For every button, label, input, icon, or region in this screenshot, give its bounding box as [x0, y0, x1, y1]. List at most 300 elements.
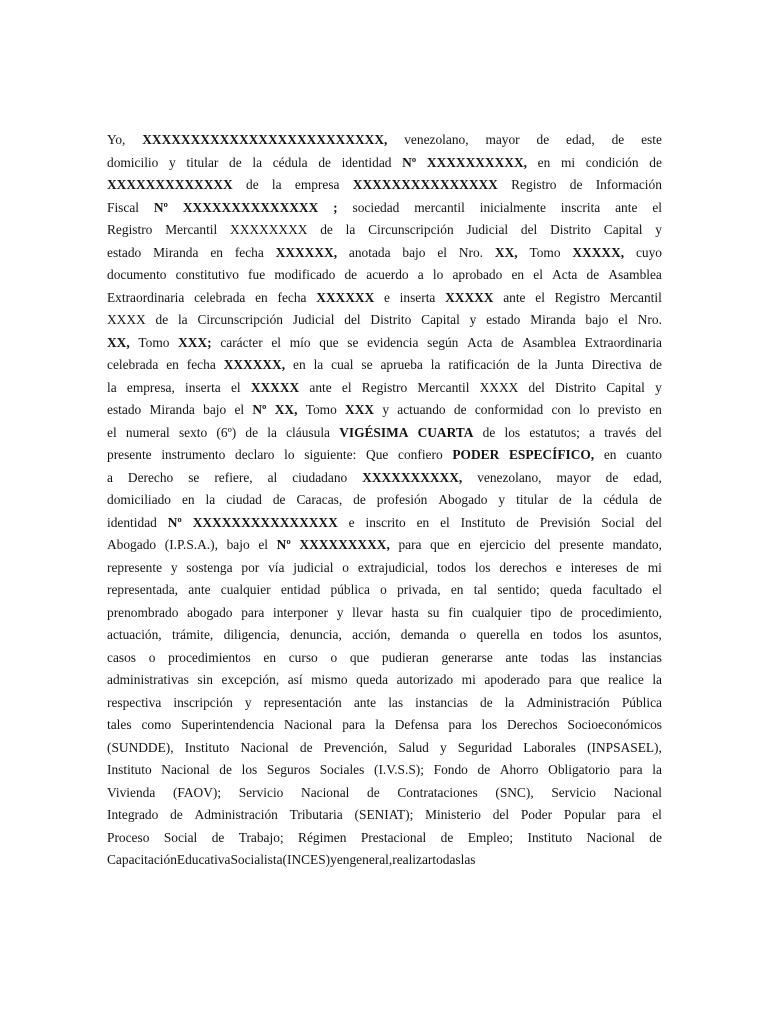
- word: declaro: [235, 447, 275, 462]
- word: de: [211, 829, 225, 845]
- word: XX,: [107, 334, 130, 350]
- word: con: [551, 402, 571, 417]
- word: extrajudicial,: [357, 559, 429, 575]
- word: Instituto: [527, 829, 573, 845]
- word: apoderado: [484, 672, 541, 687]
- word: XXXXXXXXX,: [299, 537, 390, 552]
- word: la: [652, 762, 662, 777]
- word: Prestacional: [360, 829, 427, 845]
- word: ;: [333, 199, 338, 215]
- word: ante: [503, 289, 526, 305]
- word: celebrada: [107, 357, 159, 372]
- word: de: [353, 492, 366, 507]
- word: XXXXX: [250, 379, 300, 395]
- word: domicilio: [107, 154, 159, 170]
- word: de: [344, 267, 358, 282]
- word: represente: [107, 559, 163, 575]
- word: la: [177, 312, 188, 327]
- text-line: [107, 467, 662, 490]
- word: de: [559, 492, 572, 507]
- word: empresa,: [126, 379, 175, 395]
- word: XXXXXX: [316, 289, 375, 305]
- word: Administración: [194, 807, 278, 822]
- word: llevar: [352, 604, 383, 620]
- word: previsto: [597, 402, 641, 417]
- word: y: [169, 154, 176, 170]
- word: vía: [268, 559, 285, 575]
- word: la: [504, 694, 515, 710]
- word: de: [517, 357, 530, 372]
- word: los: [481, 717, 498, 732]
- word: fecha: [234, 244, 264, 260]
- text-line: [107, 197, 662, 220]
- word: del: [645, 514, 662, 530]
- word: querella: [476, 627, 520, 642]
- word: de: [477, 762, 491, 777]
- word: Popular: [563, 807, 606, 822]
- word: Junta: [555, 357, 584, 372]
- word: diligencia,: [223, 627, 280, 642]
- word: lo: [579, 402, 590, 417]
- word: en: [649, 402, 662, 417]
- word: Tomo: [138, 334, 170, 350]
- word: aprobado: [452, 267, 503, 282]
- word: XXXX: [479, 379, 519, 395]
- word: Nacional: [301, 784, 350, 800]
- word: Abogado: [438, 492, 488, 507]
- word: respectiva: [107, 694, 162, 710]
- word: su: [427, 604, 440, 620]
- word: trámite,: [172, 627, 214, 642]
- word: o: [148, 649, 156, 665]
- word: Capital: [603, 222, 643, 237]
- word: través: [604, 424, 637, 440]
- word: de: [229, 154, 242, 170]
- word: aprueba: [380, 357, 423, 372]
- text-line: [107, 827, 662, 850]
- word: bajo: [226, 537, 250, 552]
- word: así: [287, 672, 303, 687]
- text-line: [107, 782, 662, 805]
- word: de: [611, 132, 625, 147]
- word: Nº: [276, 537, 291, 552]
- word: siguiente:: [304, 447, 357, 462]
- word: la: [652, 672, 662, 687]
- word: del: [534, 537, 551, 552]
- word: Fondo: [433, 762, 468, 777]
- word: estado: [107, 402, 142, 417]
- word: Nacional: [283, 717, 333, 732]
- word: el: [341, 379, 352, 395]
- word: Capacitación: [107, 852, 177, 867]
- text-line: [107, 264, 662, 287]
- word: del: [492, 807, 510, 822]
- word: el: [107, 424, 117, 440]
- word: Caracas,: [296, 492, 343, 507]
- word: en: [336, 852, 350, 867]
- word: el: [618, 312, 628, 327]
- text-line: [107, 399, 662, 422]
- word: cédula: [603, 492, 639, 507]
- word: Socioeconómicos: [567, 717, 662, 732]
- word: sostenga: [186, 559, 233, 575]
- text-line: [107, 849, 662, 872]
- word: generarse: [441, 649, 493, 665]
- text-line: [107, 557, 662, 580]
- word: para: [342, 717, 366, 732]
- text-line: [107, 804, 662, 827]
- word: edad,: [633, 469, 662, 485]
- word: prenombrado: [107, 604, 179, 620]
- word: domiciliado: [107, 492, 171, 507]
- word: o: [342, 559, 349, 575]
- text-line: [107, 422, 662, 445]
- word: actuación,: [107, 627, 162, 642]
- word: a: [107, 469, 113, 485]
- word: ante: [615, 199, 638, 215]
- word: los: [241, 762, 258, 777]
- word: XXXXX: [445, 289, 494, 305]
- text-line: [107, 354, 662, 377]
- word: Nº: [402, 154, 417, 170]
- word: (SUNDDE),: [107, 739, 174, 755]
- word: del: [645, 424, 662, 440]
- word: representación: [263, 694, 342, 710]
- word: fue: [248, 267, 266, 282]
- word: inserta: [399, 289, 436, 305]
- text-line: [107, 174, 662, 197]
- word: Servicio: [238, 784, 284, 800]
- word: Acta: [552, 267, 578, 282]
- word: ante: [353, 694, 377, 710]
- word: para: [617, 807, 641, 822]
- word: la: [537, 357, 548, 372]
- word: instrumento: [161, 447, 226, 462]
- text-line: [107, 242, 662, 265]
- word: en: [293, 357, 306, 372]
- word: y: [655, 222, 662, 237]
- word: mayor: [556, 469, 591, 485]
- word: y: [498, 492, 506, 507]
- word: procedimientos: [168, 649, 251, 665]
- word: de: [245, 424, 259, 440]
- text-line: [107, 512, 662, 535]
- word: XXXXXXXX: [230, 222, 308, 237]
- word: XXXXXXXXXXXXXX: [182, 199, 319, 215]
- word: de: [453, 402, 467, 417]
- word: todas: [432, 852, 461, 867]
- word: evidencia: [367, 334, 419, 350]
- word: se: [361, 357, 373, 372]
- word: Superintendencia: [181, 717, 275, 732]
- word: Distrito: [370, 312, 412, 327]
- word: la: [267, 424, 277, 440]
- word: estado: [107, 244, 142, 260]
- word: la: [252, 154, 263, 170]
- word: edad,: [566, 132, 595, 147]
- word: Nº: [153, 199, 168, 215]
- word: Derechos: [507, 717, 558, 732]
- word: en: [450, 582, 464, 597]
- word: por: [241, 559, 260, 575]
- word: Social: [163, 829, 198, 845]
- word: Salud: [398, 739, 429, 755]
- word: Poder: [520, 807, 553, 822]
- word: sin: [197, 672, 213, 687]
- word: de: [246, 177, 259, 192]
- word: y: [330, 852, 337, 867]
- word: Yo,: [107, 132, 126, 147]
- word: que: [430, 537, 450, 552]
- word: hasta: [391, 604, 419, 620]
- word: ante: [505, 649, 528, 665]
- text-line: [107, 287, 662, 310]
- text-line: [107, 219, 662, 242]
- word: Mercantil: [417, 379, 470, 395]
- word: la: [582, 492, 593, 507]
- word: de: [649, 492, 662, 507]
- text-line: [107, 624, 662, 647]
- word: carácter: [220, 334, 263, 350]
- word: Mercantil: [609, 289, 662, 305]
- word: del: [344, 312, 361, 327]
- word: para: [241, 604, 265, 620]
- word: confiero: [398, 447, 443, 462]
- word: Seguridad: [457, 739, 513, 755]
- word: acción,: [352, 627, 391, 642]
- word: Nacional: [161, 762, 210, 777]
- word: Educativa: [176, 852, 231, 867]
- word: Distrito: [550, 222, 591, 237]
- word: Nacional: [586, 829, 635, 845]
- word: de: [299, 739, 313, 755]
- word: en: [537, 154, 551, 170]
- word: identidad: [107, 514, 157, 530]
- word: abogado: [187, 604, 233, 620]
- text-line: [107, 377, 662, 400]
- word: e: [383, 289, 390, 305]
- word: para: [548, 672, 572, 687]
- word: la: [271, 177, 282, 192]
- word: CUARTA: [417, 424, 474, 440]
- word: en: [263, 649, 277, 665]
- word: modificado: [274, 267, 336, 282]
- word: sociedad: [352, 199, 400, 215]
- word: Defensa: [394, 717, 439, 732]
- word: que: [349, 649, 370, 665]
- word: de: [318, 154, 331, 170]
- word: tipo: [530, 604, 552, 620]
- word: mayor: [485, 132, 520, 147]
- word: condición: [585, 154, 639, 170]
- word: de: [559, 604, 573, 620]
- word: y: [439, 739, 447, 755]
- word: Contrataciones: [397, 784, 478, 800]
- word: de: [320, 222, 333, 237]
- word: bajo: [585, 312, 609, 327]
- word: administrativas: [107, 672, 189, 687]
- word: XXXX: [107, 312, 146, 327]
- word: Derecho: [127, 469, 174, 485]
- word: según: [427, 334, 459, 350]
- word: la: [313, 357, 324, 372]
- word: cláusula: [286, 424, 330, 440]
- word: denuncia,: [290, 627, 342, 642]
- word: los: [474, 559, 491, 575]
- word: XX,: [494, 244, 518, 260]
- word: en: [181, 492, 195, 507]
- word: procedimiento,: [581, 604, 662, 620]
- word: para: [398, 537, 422, 552]
- word: en: [416, 514, 430, 530]
- word: titular: [186, 154, 219, 170]
- text-line: [107, 579, 662, 602]
- word: de: [626, 559, 639, 575]
- word: Acta: [467, 334, 493, 350]
- word: Integrado: [107, 807, 159, 822]
- word: de: [155, 312, 169, 327]
- word: Tomo: [305, 402, 337, 417]
- word: o: [330, 649, 338, 665]
- word: PODER: [452, 447, 500, 462]
- word: Información: [595, 177, 662, 192]
- word: Ministerio: [425, 807, 481, 822]
- word: constitutivo: [175, 267, 239, 282]
- word: VIGÉSIMA: [339, 424, 409, 440]
- word: identidad: [341, 154, 392, 170]
- word: sexto: [178, 424, 208, 440]
- word: cual: [331, 357, 354, 372]
- word: la: [345, 222, 356, 237]
- word: de: [649, 829, 662, 845]
- word: Circunscripción: [197, 312, 283, 327]
- word: derechos: [499, 559, 547, 575]
- word: Miranda: [153, 244, 199, 260]
- word: empresa: [294, 177, 340, 192]
- word: de: [501, 334, 514, 350]
- word: excepción,: [221, 672, 280, 687]
- word: anotada: [348, 244, 391, 260]
- word: XXXXXXXXXX,: [426, 154, 527, 170]
- word: sentido;: [497, 582, 540, 597]
- word: entidad: [280, 582, 321, 597]
- word: celebrada: [194, 289, 246, 305]
- word: Extraordinaria: [584, 334, 662, 350]
- word: estatutos;: [529, 424, 580, 440]
- word: de: [536, 132, 550, 147]
- word: Tributaria: [289, 807, 343, 822]
- word: y: [469, 312, 477, 327]
- word: XXXXXXXXXXXXXXX: [192, 514, 338, 530]
- word: en: [511, 267, 525, 282]
- word: Régimen: [298, 829, 347, 845]
- word: las: [388, 694, 404, 710]
- word: cédula: [272, 154, 308, 170]
- word: el: [652, 199, 662, 215]
- word: e: [555, 559, 562, 575]
- word: Empleo;: [467, 829, 514, 845]
- word: en: [530, 627, 543, 642]
- text-line: [107, 332, 662, 355]
- word: mi: [560, 154, 576, 170]
- word: Nro.: [637, 312, 662, 327]
- word: (FAOV);: [172, 784, 222, 800]
- word: Tomo: [529, 244, 561, 260]
- word: de: [367, 784, 380, 800]
- word: Pública: [621, 694, 662, 710]
- word: presente: [107, 447, 152, 462]
- word: todas: [540, 649, 569, 665]
- word: XXXXXX,: [275, 244, 338, 260]
- word: presente: [559, 537, 604, 552]
- word: instancias: [415, 694, 468, 710]
- word: Ahorro: [499, 762, 539, 777]
- word: realice: [608, 672, 644, 687]
- text-line: [107, 737, 662, 760]
- word: el: [258, 537, 268, 552]
- word: de: [170, 807, 183, 822]
- word: Judicial: [292, 312, 335, 327]
- word: XXXXXXXXXXXXXXX: [352, 177, 498, 192]
- word: Instituto: [184, 739, 230, 755]
- word: que: [580, 672, 600, 687]
- word: fin: [448, 604, 464, 620]
- word: pública: [330, 582, 370, 597]
- word: pudieran: [381, 649, 429, 665]
- word: Judicial: [466, 222, 509, 237]
- word: en: [458, 537, 471, 552]
- word: Capital: [421, 312, 460, 327]
- word: general,: [349, 852, 393, 867]
- word: inserta: [185, 379, 221, 395]
- word: realizar: [392, 852, 433, 867]
- word: intereses: [570, 559, 618, 575]
- word: Extraordinaria: [107, 289, 185, 305]
- word: Proceso: [107, 829, 150, 845]
- word: ejercicio: [479, 537, 526, 552]
- word: lo: [284, 447, 295, 462]
- word: venezolano,: [404, 132, 469, 147]
- word: la: [107, 379, 117, 395]
- word: o: [380, 582, 387, 597]
- word: Asamblea: [608, 267, 662, 282]
- word: inicialmente: [479, 199, 546, 215]
- word: e: [348, 514, 355, 530]
- word: bajo: [203, 402, 227, 417]
- word: Fiscal: [107, 199, 139, 215]
- word: cuyo: [635, 244, 662, 260]
- word: fecha: [277, 289, 307, 305]
- word: ante: [309, 379, 332, 395]
- text-line: [107, 444, 662, 467]
- word: estado: [486, 312, 521, 327]
- word: numeral: [125, 424, 170, 440]
- word: ciudad: [226, 492, 262, 507]
- text-line: [107, 152, 662, 175]
- text-line: [107, 602, 662, 625]
- word: Directiva: [591, 357, 642, 372]
- word: y: [336, 604, 344, 620]
- word: Miranda: [149, 402, 195, 417]
- word: del: [528, 379, 545, 395]
- text-line: [107, 489, 662, 512]
- word: (I.P.S.A.),: [164, 537, 218, 552]
- word: Nacional: [613, 784, 662, 800]
- word: (6º): [216, 424, 237, 440]
- word: en: [255, 289, 268, 305]
- word: y: [382, 402, 390, 417]
- word: Nro.: [458, 244, 484, 260]
